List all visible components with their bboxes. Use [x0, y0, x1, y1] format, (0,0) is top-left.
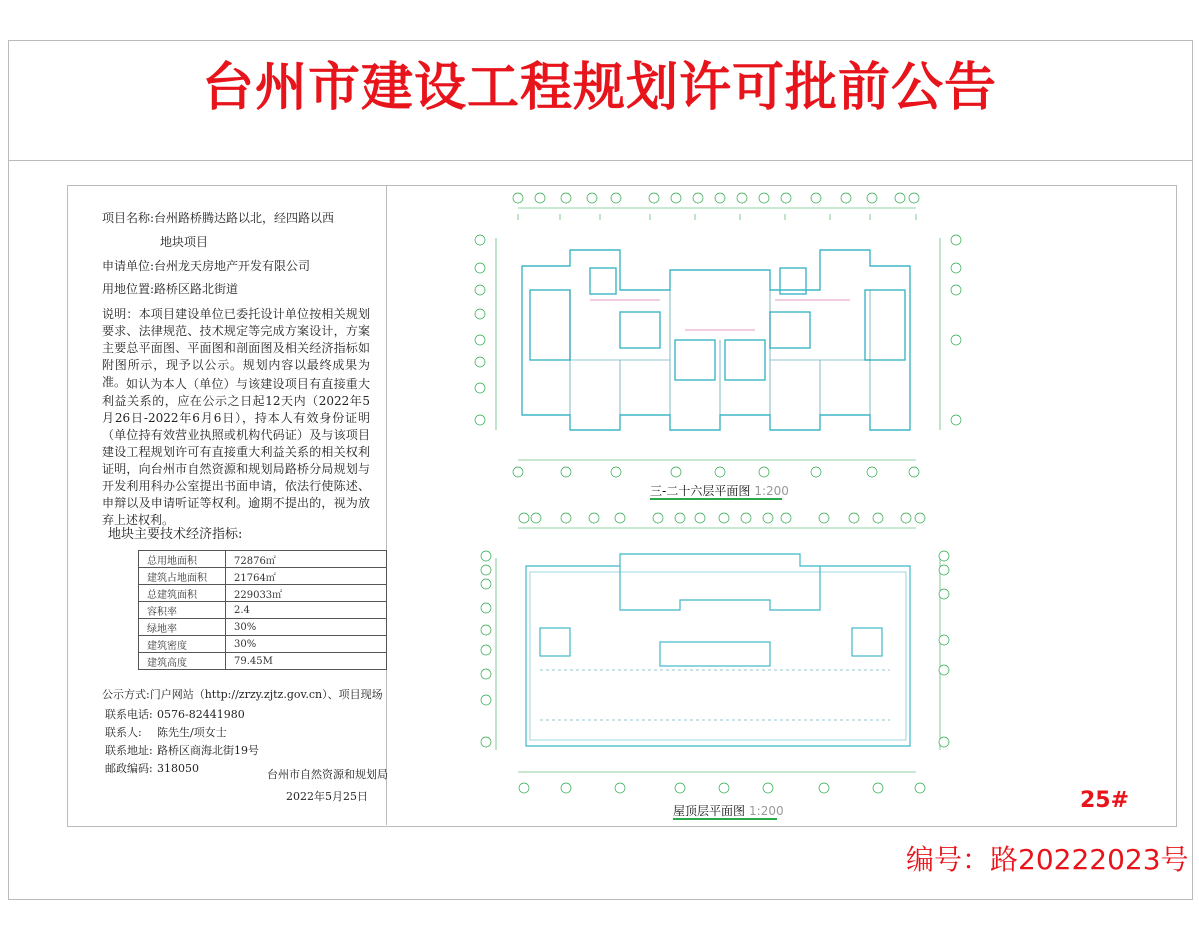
- header-divider: [8, 160, 1192, 161]
- table-row: [139, 619, 387, 636]
- applicant-row: [102, 257, 310, 276]
- applicant-value: 台州龙天房地产开发有限公司: [154, 259, 311, 273]
- phone-value: 0576-82441980: [157, 708, 245, 721]
- indicator-label: 建筑高度: [139, 653, 226, 670]
- indicators-table: [138, 550, 387, 670]
- location-row: [102, 280, 238, 299]
- indicator-value: 2.4: [226, 602, 387, 619]
- applicant-label: 申请单位:: [102, 259, 155, 273]
- indicator-label: 建筑占地面积: [139, 568, 226, 585]
- upper-plan-caption: [650, 482, 789, 499]
- indicator-label: 建筑密度: [139, 636, 226, 653]
- postcode-label: 邮政编码:: [105, 762, 153, 775]
- interest-paragraph: 如认为本人（单位）与该建设项目有直接重大利益关系的，应在公示之日起12天内（2022年5月26日-2022年6月6日），持本人有效身份证明（单位持有效营业执照或机构代码证）及与该项目建设工程规划许可有直接重大利益关系的相关权利证明，向台州市自然资源和规划局路桥分局规划与开发利用科办公室提出书面申请，依法行使陈述、申辩以及申请听证等权利。逾期不提出的，视为放弃上述权利。: [102, 377, 370, 527]
- indicator-value: 30%: [226, 636, 387, 653]
- issue-date: 2022年5月25日: [286, 790, 368, 803]
- publish-method-row: [102, 686, 383, 704]
- indicator-value: 30%: [226, 619, 387, 636]
- upper-plan-title: 三-二十六层平面图: [650, 484, 751, 498]
- postcode-value: 318050: [157, 762, 199, 775]
- table-row: [139, 602, 387, 619]
- typical-floor-plan-drawing: [470, 190, 970, 490]
- indicator-value: 79.45M: [226, 653, 387, 670]
- address-label: 联系地址:: [105, 744, 153, 757]
- lower-plan-title: 屋顶层平面图: [673, 804, 746, 818]
- address-row: [105, 742, 259, 760]
- roof-plan-drawing: [470, 510, 970, 810]
- column-divider: [386, 185, 387, 825]
- phone-label: 联系电话:: [105, 708, 153, 721]
- project-name-row: [102, 209, 334, 228]
- description-paragraph: 说明：本项目建设单位已委托设计单位按相关规划要求、法律规范、技术规定等完成方案设计，方案主要总平面图、平面图和剖面图及相关经济指标如附图所示，现予以公示。规划内容以最终成果为准。: [102, 307, 370, 389]
- phone-row: [105, 706, 245, 724]
- table-row: [139, 551, 387, 568]
- table-row: [139, 585, 387, 602]
- indicator-value: 229033㎡: [226, 585, 387, 602]
- project-name-value: 台州路桥腾达路以北，经四路以西: [154, 211, 335, 225]
- publish-method-label: 公示方式:: [102, 688, 150, 701]
- address-value: 路桥区商海北街19号: [157, 744, 259, 757]
- indicator-label: 总用地面积: [139, 551, 226, 568]
- indicator-label: 容积率: [139, 602, 226, 619]
- postcode-row: [105, 760, 199, 778]
- lower-plan-caption: [673, 802, 784, 819]
- indicator-value: 21764㎡: [226, 568, 387, 585]
- location-label: 用地位置:: [102, 282, 155, 296]
- contact-person-label: 联系人:: [105, 726, 142, 739]
- indicator-label: 总建筑面积: [139, 585, 226, 602]
- indicator-value: 72876㎡: [226, 551, 387, 568]
- upper-plan-scale: 1:200: [754, 484, 789, 498]
- contact-person-value: 陈先生/项女士: [157, 726, 227, 739]
- indicators-heading: 地块主要技术经济指标:: [108, 527, 243, 542]
- publish-method-value: 门户网站（http://zrzy.zjtz.gov.cn）、项目现场: [149, 688, 383, 701]
- indicator-label: 绿地率: [139, 619, 226, 636]
- lower-plan-scale: 1:200: [749, 804, 784, 818]
- project-name-label: 项目名称:: [102, 211, 155, 225]
- table-row: [139, 653, 387, 670]
- table-row: [139, 568, 387, 585]
- page-title: 台州市建设工程规划许可批前公告: [201, 58, 997, 118]
- approval-number: 编号：路20222023号: [906, 843, 1189, 876]
- table-row: [139, 636, 387, 653]
- contact-person-row: [105, 724, 227, 742]
- location-value: 路桥区路北街道: [154, 282, 239, 296]
- project-name-line2: 地块项目: [160, 235, 209, 249]
- issuer: 台州市自然资源和规划局: [267, 768, 388, 781]
- building-tag: 25#: [1080, 788, 1130, 813]
